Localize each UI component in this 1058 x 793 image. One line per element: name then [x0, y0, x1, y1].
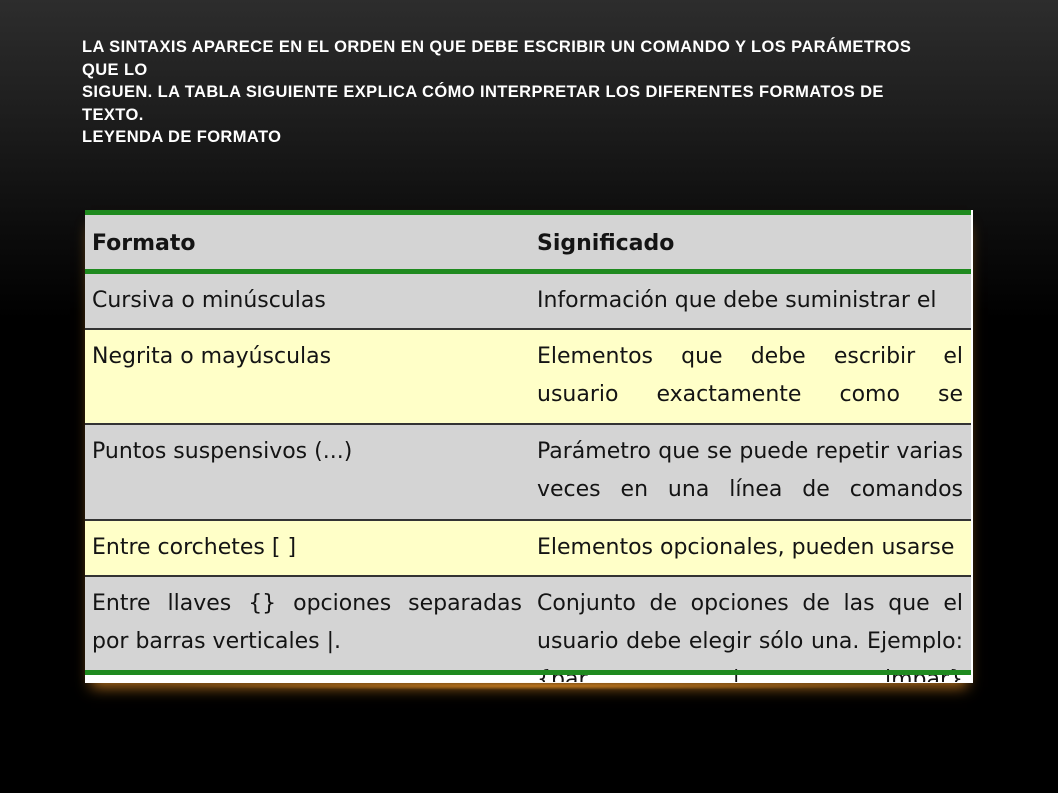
- format-legend-table: [85, 210, 973, 683]
- row-4-significado: Elementos opcionales, pueden usarse: [537, 535, 955, 560]
- row-2-formato: Negrita o mayúsculas: [92, 344, 332, 369]
- table-body: [85, 210, 971, 682]
- title-line-4: TEXTO.: [82, 105, 144, 124]
- slide-title: [82, 36, 982, 149]
- table-row: [85, 577, 971, 670]
- table-row: [85, 274, 971, 328]
- row-2-significado: Elementos que debe escribir el usuario exactamente como se: [537, 344, 963, 407]
- title-line-2: QUE LO: [82, 60, 148, 79]
- title-line-1: LA SINTAXIS APARECE EN EL ORDEN EN QUE DEBE ESCRIBIR UN COMANDO Y LOS PARÁMETROS: [82, 38, 912, 56]
- title-line-5: LEYENDA DE FORMATO: [82, 128, 282, 146]
- row-3-significado: Parámetro que se puede repetir varias veces en una línea de comandos: [537, 439, 963, 502]
- row-3-formato: Puntos suspensivos (...): [92, 439, 353, 464]
- row-5-formato: Entre llaves {} opciones separadas por barras verticales |.: [92, 591, 522, 654]
- title-line-3: SIGUEN. LA TABLA SIGUIENTE EXPLICA CÓMO INTERPRETAR LOS DIFERENTES FORMATOS DE: [82, 83, 884, 101]
- table-glow: [160, 682, 920, 690]
- row-1-significado: Información que debe suministrar el: [537, 288, 937, 313]
- row-1-formato: Cursiva o minúsculas: [92, 288, 326, 313]
- header-significado: Significado: [537, 231, 675, 256]
- table-row: [85, 330, 971, 423]
- table-row: [85, 425, 971, 519]
- header-formato: Formato: [92, 231, 196, 256]
- table-row: [85, 521, 971, 575]
- table-header-row: [85, 215, 971, 269]
- table-bottom-rule: [85, 670, 971, 675]
- row-5-significado: Conjunto de opciones de las que el usuario debe elegir sólo una. Ejemplo:: [537, 591, 963, 654]
- row-4-formato: Entre corchetes [ ]: [92, 535, 297, 560]
